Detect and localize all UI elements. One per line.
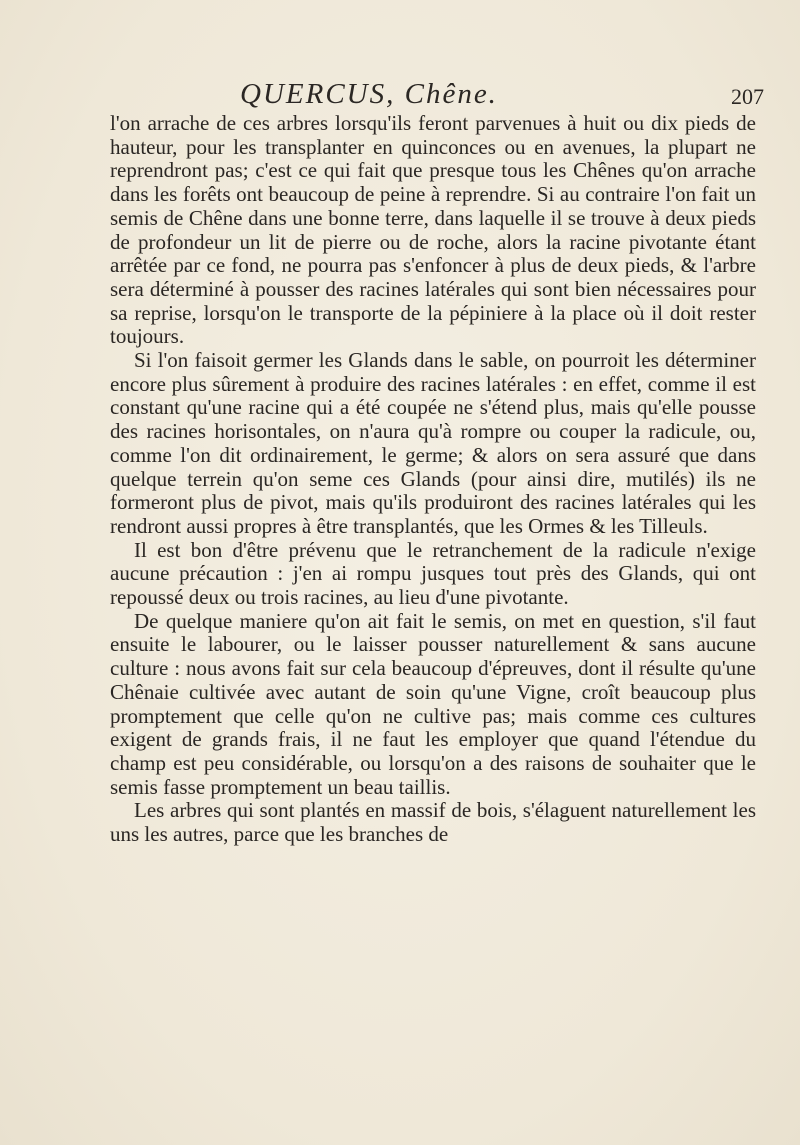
running-title: QUERCUS, Chêne.	[240, 78, 498, 110]
paragraph-5: Les arbres qui sont plantés en massif de bois, s'élaguent naturellement les uns les autres, parce que les branches de	[110, 798, 756, 847]
paragraph-2: Si l'on faisoit germer les Glands dans le sable, on pourroit les déterminer encore plus sûrement à produire des racines latérales : en effet, comme il est constant qu'une racine qui a été coupée ne s'étend plus, mais qu'elle pousse des racines horisontales, on n'aura qu'à rompre ou couper la radicule, ou, comme l'on dit ordinairement, le germe; & alors on sera assuré que dans quelque terrein qu'on seme ces Glands (pour ainsi dire, mutilés) ils ne formeront plus de pivot, mais qu'ils produiront des racines latérales qui les rendront aussi propres à être transplantés, que les Ormes & les Tilleuls.	[110, 348, 756, 538]
paragraph-4: De quelque maniere qu'on ait fait le semis, on met en question, s'il faut ensuite le labourer, ou le laisser pousser naturellement & sans aucune culture : nous avons fait sur cela beaucoup d'épreuves, dont il résulte qu'une Chênaie cultivée avec autant de soin qu'une Vigne, croît beaucoup plus promptement que celle qu'on ne cultive pas; mais comme ces cultures exigent de grands frais, il ne faut les employer que quand l'étendue du champ est peu considérable, ou lorsqu'on a des raisons de souhaiter que le semis fasse promptement un beau taillis.	[110, 608, 756, 799]
paragraph-3: Il est bon d'être prévenu que le retranchement de la radicule n'exige aucune précaution : j'en ai rompu jusques tout près des Glands, qui ont repoussé deux ou trois racines, au lieu d'une pivotante.	[110, 537, 756, 610]
page-number: 207	[731, 84, 764, 109]
paragraph-1: l'on arrache de ces arbres lorsqu'ils feront parvenues à huit ou dix pieds de hauteur, pour les transplanter en quinconces ou en avenues, la plupart ne reprendront pas; c'est ce qui fait que presque tous les Chênes qu'on arrache dans les forêts ont beaucoup de peine à reprendre. Si au contraire l'on fait un semis de Chêne dans une bonne terre, dans laquelle il se trouve à deux pieds de profondeur un lit de pierre ou de roche, alors la racine pivotante étant arrêtée par ce fond, ne pourra pas s'enfoncer à plus de deux pieds, & l'arbre sera déterminé à pousser des racines latérales qui sont bien nécessaires pour sa reprise, lorsqu'on le transporte de la pépiniere à la place où il doit rester toujours.	[110, 111, 756, 349]
body-text	[110, 112, 756, 847]
